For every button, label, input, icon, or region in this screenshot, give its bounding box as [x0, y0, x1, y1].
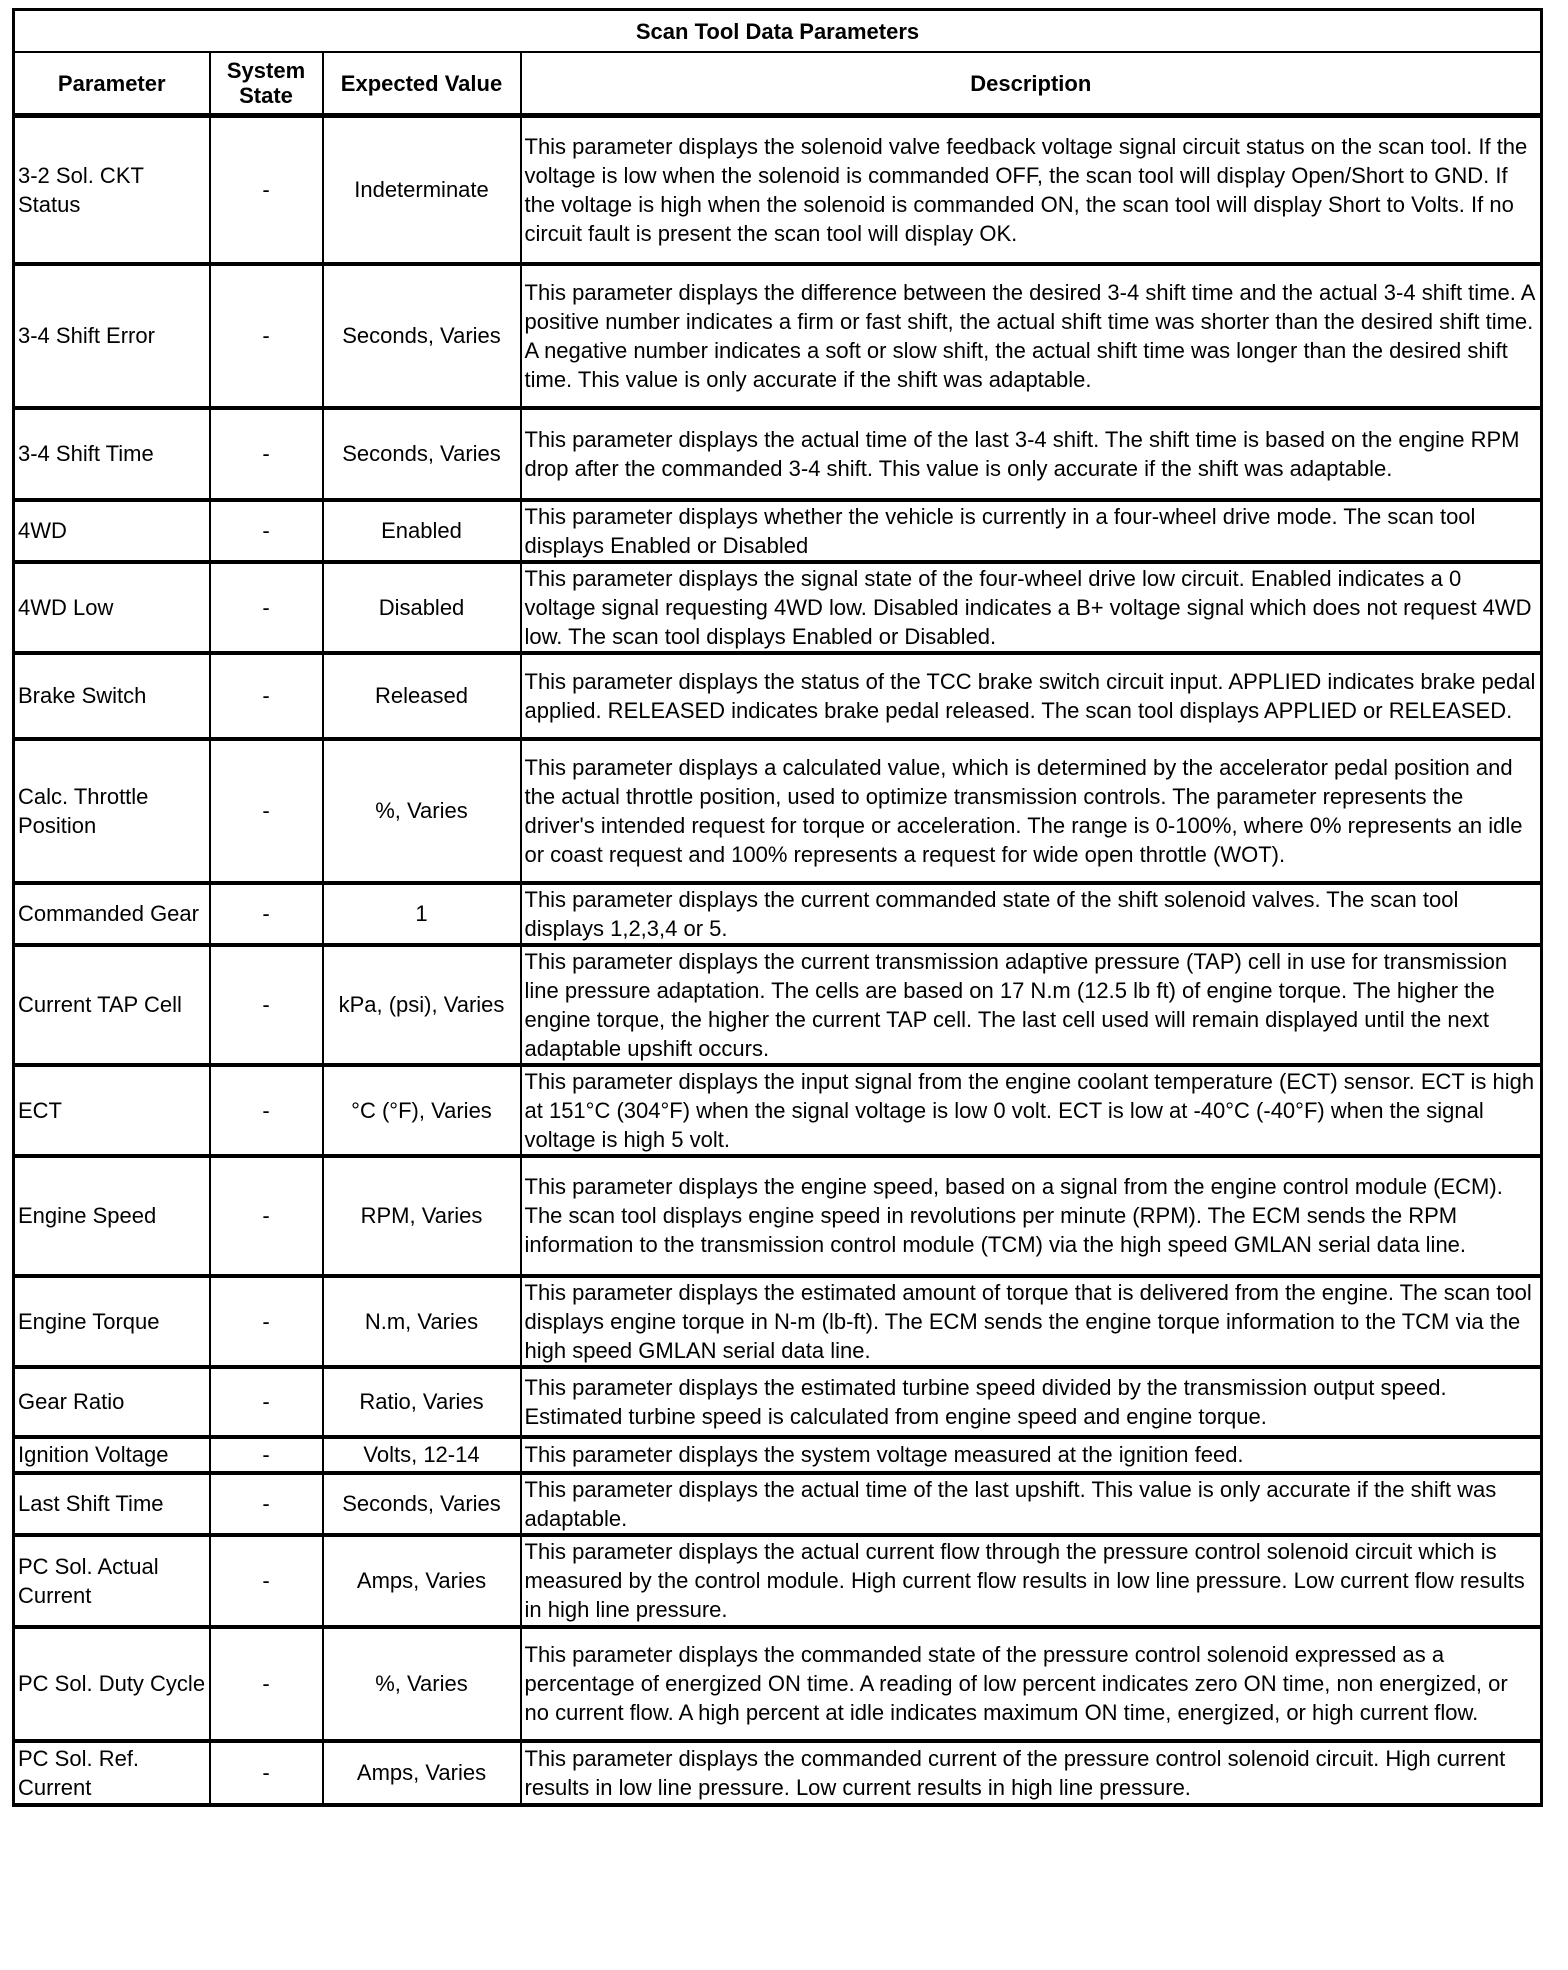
- parameter-cell: Gear Ratio: [14, 1367, 210, 1437]
- system-state-cell: -: [210, 562, 323, 653]
- table-title: Scan Tool Data Parameters: [14, 10, 1542, 53]
- table-header-row: [14, 52, 1542, 116]
- table-row: [14, 562, 1542, 653]
- table-row: [14, 1473, 1542, 1535]
- table-title-row: [14, 10, 1542, 53]
- parameter-cell: Commanded Gear: [14, 883, 210, 945]
- header-expected-value: Expected Value: [323, 52, 521, 116]
- system-state-cell: -: [210, 1473, 323, 1535]
- system-state-cell: -: [210, 1156, 323, 1276]
- description-cell: This parameter displays whether the vehicle is currently in a four-wheel drive mode. The scan tool displays Enabled or Disabled: [521, 500, 1542, 562]
- parameter-cell: Brake Switch: [14, 653, 210, 739]
- description-cell: This parameter displays the actual current flow through the pressure control solenoid circuit which is measured by the control module. High current flow results in low line pressure. Low current flow results in high line pressure.: [521, 1535, 1542, 1627]
- expected-value-cell: 1: [323, 883, 521, 945]
- system-state-cell: -: [210, 1437, 323, 1473]
- table-row: [14, 1535, 1542, 1627]
- expected-value-cell: Amps, Varies: [323, 1741, 521, 1805]
- table-row: [14, 739, 1542, 883]
- parameter-cell: 3-4 Shift Error: [14, 264, 210, 408]
- table-row: [14, 500, 1542, 562]
- expected-value-cell: kPa, (psi), Varies: [323, 945, 521, 1065]
- parameter-cell: 4WD: [14, 500, 210, 562]
- scan-tool-data-table: [12, 8, 1543, 1807]
- parameter-cell: Ignition Voltage: [14, 1437, 210, 1473]
- system-state-cell: -: [210, 883, 323, 945]
- description-cell: This parameter displays the current commanded state of the shift solenoid valves. The scan tool displays 1,2,3,4 or 5.: [521, 883, 1542, 945]
- description-cell: This parameter displays the solenoid valve feedback voltage signal circuit status on the scan tool. If the voltage is low when the solenoid is commanded OFF, the scan tool will display Open/Short to GND. If the voltage is high when the solenoid is commanded ON, the scan tool will display Short to Volts. If no circuit fault is present the scan tool will display OK.: [521, 116, 1542, 264]
- parameter-cell: Calc. Throttle Position: [14, 739, 210, 883]
- description-cell: This parameter displays the actual time of the last 3-4 shift. The shift time is based on the engine RPM drop after the commanded 3-4 shift. This value is only accurate if the shift was adaptable.: [521, 408, 1542, 500]
- parameter-cell: ECT: [14, 1065, 210, 1156]
- expected-value-cell: Seconds, Varies: [323, 408, 521, 500]
- table-row: [14, 883, 1542, 945]
- expected-value-cell: Seconds, Varies: [323, 1473, 521, 1535]
- description-cell: This parameter displays the estimated amount of torque that is delivered from the engine. The scan tool displays engine torque in N-m (lb-ft). The ECM sends the engine torque information to the TCM via the high speed GMLAN serial data line.: [521, 1276, 1542, 1367]
- table-row: [14, 1276, 1542, 1367]
- description-cell: This parameter displays the engine speed, based on a signal from the engine control module (ECM). The scan tool displays engine speed in revolutions per minute (RPM). The ECM sends the RPM information to the transmission control module (TCM) via the high speed GMLAN serial data line.: [521, 1156, 1542, 1276]
- parameter-cell: Current TAP Cell: [14, 945, 210, 1065]
- system-state-cell: -: [210, 739, 323, 883]
- description-cell: This parameter displays the commanded state of the pressure control solenoid expressed as a percentage of energized ON time. A reading of low percent indicates zero ON time, non energized, or no current flow. A high percent at idle indicates maximum ON time, energized, or high current flow.: [521, 1627, 1542, 1741]
- system-state-cell: -: [210, 1627, 323, 1741]
- parameter-cell: 4WD Low: [14, 562, 210, 653]
- table-body: [14, 116, 1542, 1805]
- table-row: [14, 1741, 1542, 1805]
- table-row: [14, 945, 1542, 1065]
- system-state-cell: -: [210, 1276, 323, 1367]
- description-cell: This parameter displays the commanded current of the pressure control solenoid circuit. High current results in low line pressure. Low current results in high line pressure.: [521, 1741, 1542, 1805]
- parameter-cell: PC Sol. Duty Cycle: [14, 1627, 210, 1741]
- parameter-cell: PC Sol. Ref. Current: [14, 1741, 210, 1805]
- description-cell: This parameter displays a calculated value, which is determined by the accelerator pedal position and the actual throttle position, used to optimize transmission controls. The parameter represents the driver's intended request for torque or acceleration. The range is 0-100%, where 0% represents an idle or coast request and 100% represents a request for wide open throttle (WOT).: [521, 739, 1542, 883]
- description-cell: This parameter displays the system voltage measured at the ignition feed.: [521, 1437, 1542, 1473]
- description-cell: This parameter displays the signal state of the four-wheel drive low circuit. Enabled indicates a 0 voltage signal requesting 4WD low. Disabled indicates a B+ voltage signal which does not request 4WD low. The scan tool displays Enabled or Disabled.: [521, 562, 1542, 653]
- table-row: [14, 1367, 1542, 1437]
- system-state-cell: -: [210, 1741, 323, 1805]
- system-state-cell: -: [210, 1367, 323, 1437]
- table-row: [14, 264, 1542, 408]
- description-cell: This parameter displays the status of the TCC brake switch circuit input. APPLIED indicates brake pedal applied. RELEASED indicates brake pedal released. The scan tool displays APPLIED or RELEASED.: [521, 653, 1542, 739]
- table-row: [14, 1065, 1542, 1156]
- description-cell: This parameter displays the actual time of the last upshift. This value is only accurate if the shift was adaptable.: [521, 1473, 1542, 1535]
- expected-value-cell: Amps, Varies: [323, 1535, 521, 1627]
- system-state-cell: -: [210, 945, 323, 1065]
- description-cell: This parameter displays the difference between the desired 3-4 shift time and the actual 3-4 shift time. A positive number indicates a firm or fast shift, the actual shift time was shorter than the desired shift time. A negative number indicates a soft or slow shift, the actual shift time was longer than the desired shift time. This value is only accurate if the shift was adaptable.: [521, 264, 1542, 408]
- system-state-cell: -: [210, 653, 323, 739]
- table-row: [14, 116, 1542, 264]
- expected-value-cell: Released: [323, 653, 521, 739]
- parameter-cell: 3-4 Shift Time: [14, 408, 210, 500]
- parameter-cell: PC Sol. Actual Current: [14, 1535, 210, 1627]
- expected-value-cell: %, Varies: [323, 1627, 521, 1741]
- table-row: [14, 408, 1542, 500]
- system-state-cell: -: [210, 1535, 323, 1627]
- expected-value-cell: Indeterminate: [323, 116, 521, 264]
- expected-value-cell: %, Varies: [323, 739, 521, 883]
- expected-value-cell: Disabled: [323, 562, 521, 653]
- system-state-cell: -: [210, 500, 323, 562]
- table-row: [14, 1437, 1542, 1473]
- expected-value-cell: Seconds, Varies: [323, 264, 521, 408]
- system-state-cell: -: [210, 116, 323, 264]
- expected-value-cell: Ratio, Varies: [323, 1367, 521, 1437]
- table-row: [14, 1156, 1542, 1276]
- expected-value-cell: Volts, 12-14: [323, 1437, 521, 1473]
- parameter-cell: Engine Speed: [14, 1156, 210, 1276]
- table-row: [14, 1627, 1542, 1741]
- parameter-cell: 3-2 Sol. CKT Status: [14, 116, 210, 264]
- header-parameter: Parameter: [14, 52, 210, 116]
- description-cell: This parameter displays the estimated turbine speed divided by the transmission output speed. Estimated turbine speed is calculated from engine speed and engine torque.: [521, 1367, 1542, 1437]
- parameter-cell: Last Shift Time: [14, 1473, 210, 1535]
- expected-value-cell: Enabled: [323, 500, 521, 562]
- system-state-cell: -: [210, 408, 323, 500]
- description-cell: This parameter displays the input signal from the engine coolant temperature (ECT) sensor. ECT is high at 151°C (304°F) when the signal voltage is low 0 volt. ECT is low at -40°C (-40°F) when the signal voltage is high 5 volt.: [521, 1065, 1542, 1156]
- expected-value-cell: RPM, Varies: [323, 1156, 521, 1276]
- system-state-cell: -: [210, 264, 323, 408]
- system-state-cell: -: [210, 1065, 323, 1156]
- header-description: Description: [521, 52, 1542, 116]
- expected-value-cell: °C (°F), Varies: [323, 1065, 521, 1156]
- parameter-cell: Engine Torque: [14, 1276, 210, 1367]
- expected-value-cell: N.m, Varies: [323, 1276, 521, 1367]
- table-row: [14, 653, 1542, 739]
- header-system-state: System State: [210, 52, 323, 116]
- description-cell: This parameter displays the current transmission adaptive pressure (TAP) cell in use for transmission line pressure adaptation. The cells are based on 17 N.m (12.5 lb ft) of engine torque. The higher the engine torque, the higher the current TAP cell. The last cell used will remain displayed until the next adaptable upshift occurs.: [521, 945, 1542, 1065]
